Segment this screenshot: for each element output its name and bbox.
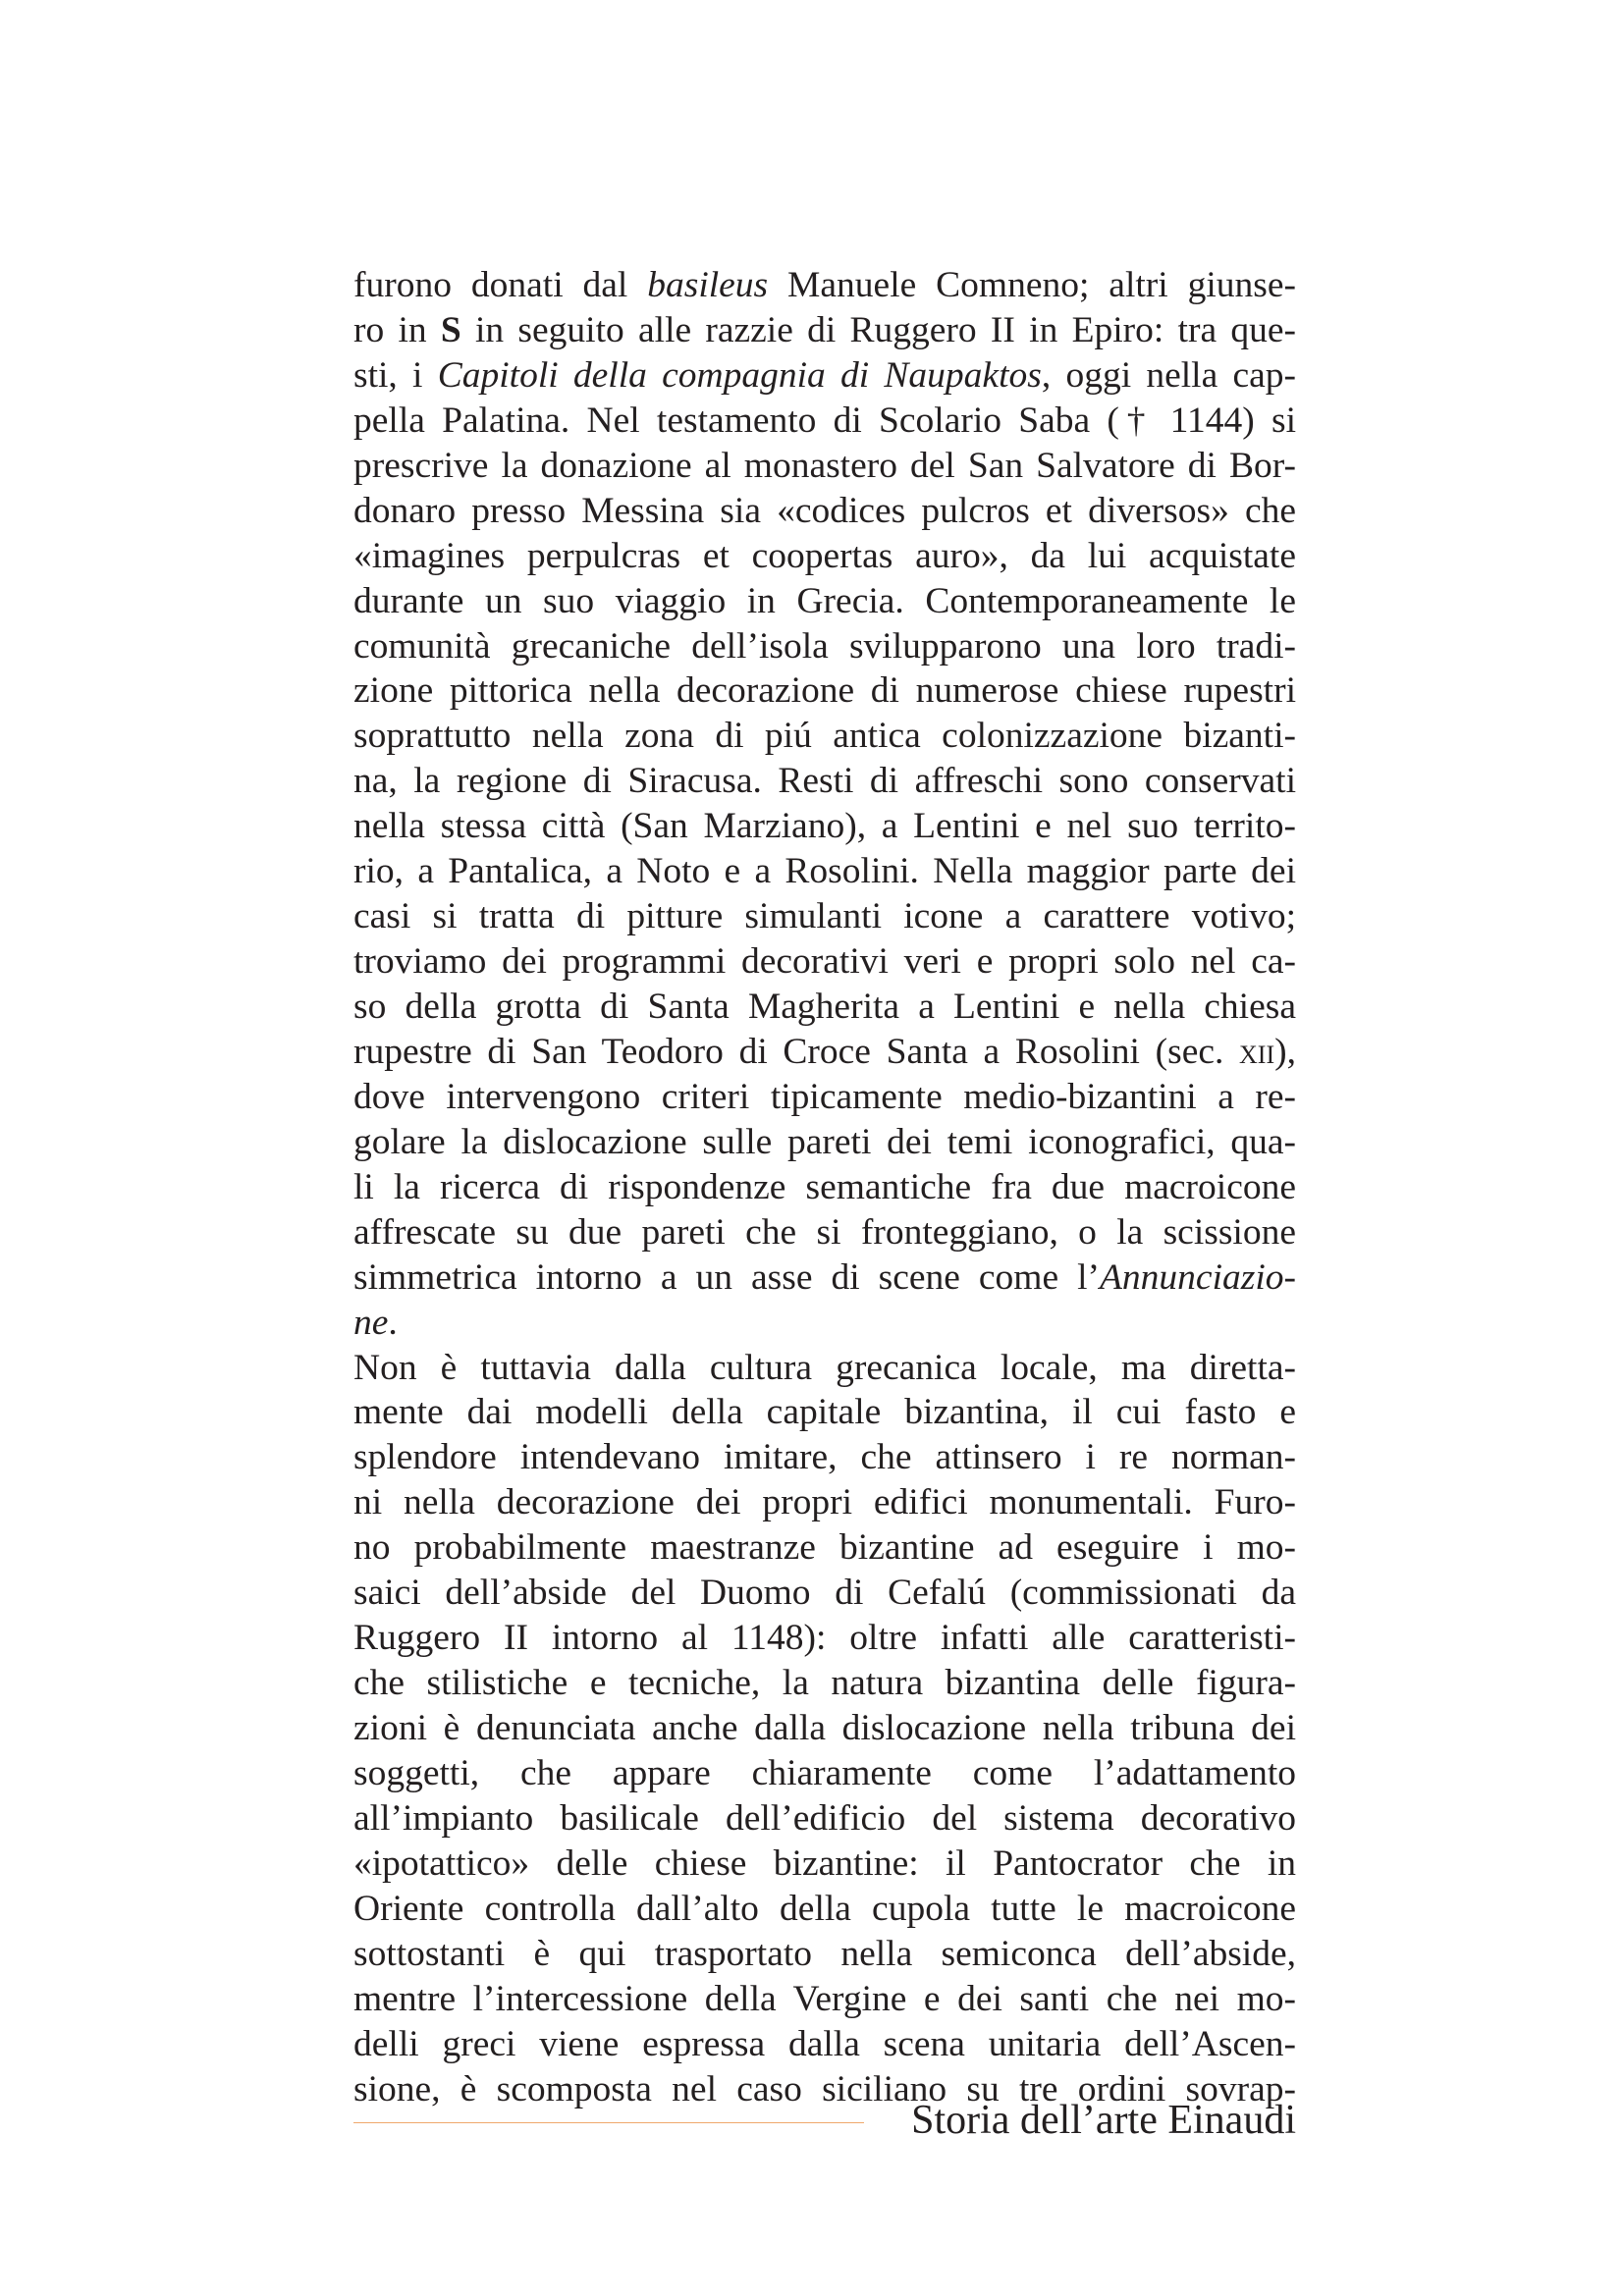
footer-title: Storia dell’arte Einaudi <box>911 2098 1296 2143</box>
text-line <box>353 624 1296 669</box>
text-line <box>353 1751 1296 1796</box>
text-run: sottostanti è qui trasportato nella semiconca dell’abside, <box>353 1933 1296 1974</box>
text-run: xii <box>1239 1031 1275 1072</box>
text-line <box>353 263 1296 308</box>
text-run: all’impianto basilicale dell’edificio del sistema decorativo <box>353 1797 1296 1839</box>
text-line <box>353 804 1296 849</box>
text-run: S <box>440 309 461 350</box>
text-run: golare la dislocazione sulle pareti dei temi iconografici, qua- <box>353 1121 1296 1162</box>
text-line <box>353 714 1296 759</box>
text-run: sione, è scomposta nel caso siciliano su tre ordini sovrap- <box>353 2068 1296 2109</box>
text-run: in seguito alle razzie di Ruggero II in Epiro: tra que- <box>460 309 1296 350</box>
text-run: furono donati dal <box>353 265 648 305</box>
text-line <box>353 1390 1296 1435</box>
text-line <box>353 1480 1296 1525</box>
text-line <box>353 1706 1296 1751</box>
text-run: sti, i <box>353 354 438 396</box>
text-run: , oggi nella cap- <box>1041 354 1296 396</box>
text-run: so della grotta di Santa Magherita a Lentini e nella chiesa <box>353 987 1296 1027</box>
text-line <box>353 353 1296 399</box>
text-run: Non è tuttavia dalla cultura grecanica locale, ma diretta- <box>353 1347 1296 1388</box>
text-run: affrescate su due pareti che si fronteggiano, o la scissione <box>353 1211 1296 1253</box>
text-line <box>353 1435 1296 1480</box>
text-line <box>353 1255 1296 1301</box>
text-line <box>353 849 1296 894</box>
text-line <box>353 308 1296 353</box>
page-footer <box>0 2091 1623 2150</box>
text-line <box>353 1616 1296 1661</box>
text-run: che stilistiche e tecniche, la natura bizantina delle figura- <box>353 1663 1296 1704</box>
text-line <box>353 1120 1296 1165</box>
text-line <box>353 1346 1296 1391</box>
text-line <box>353 1075 1296 1120</box>
text-line <box>353 939 1296 985</box>
text-line <box>353 444 1296 489</box>
text-run: . <box>388 1302 398 1343</box>
text-run: basileus <box>647 265 769 305</box>
text-run: splendore intendevano imitare, che attinsero i re norman- <box>353 1437 1296 1478</box>
text-run: donaro presso Messina sia «codices pulcros et diversos» che <box>353 490 1296 531</box>
text-run: rio, a Pantalica, a Noto e a Rosolini. Nella maggior parte dei <box>353 851 1296 892</box>
text-run: li la ricerca di rispondenze semantiche fra due macroicone <box>353 1166 1296 1207</box>
text-run: Oriente controlla dall’alto della cupola tutte le macroicone <box>353 1888 1296 1929</box>
text-run: saici dell’abside del Duomo di Cefalú (commissionati da <box>353 1573 1296 1614</box>
text-line <box>353 1796 1296 1842</box>
text-line <box>353 1842 1296 1887</box>
text-line <box>353 1210 1296 1255</box>
text-run: ni nella decorazione dei propri edifici monumentali. Furo- <box>353 1482 1296 1523</box>
text-run: delli greci viene espressa dalla scena unitaria dell’Ascen- <box>353 2023 1296 2064</box>
text-run: soggetti, che appare chiaramente come l’adattamento <box>353 1752 1296 1793</box>
text-run: Capitoli della compagnia di Naupaktos <box>437 354 1042 396</box>
text-run: prescrive la donazione al monastero del San Salvatore di Bor- <box>353 445 1296 486</box>
text-run: casi si tratta di pitture simulanti icone a carattere votivo; <box>353 896 1296 937</box>
text-run: durante un suo viaggio in Grecia. Contemporaneamente le <box>353 580 1296 621</box>
text-line <box>353 894 1296 939</box>
text-line <box>353 1571 1296 1616</box>
text-run: rupestre di San Teodoro di Croce Santa a Rosolini (sec. <box>353 1031 1240 1072</box>
text-run: «ipotattico» delle chiese bizantine: il Pantocrator che in <box>353 1842 1296 1884</box>
text-line <box>353 985 1296 1030</box>
text-run: dove intervengono criteri tipicamente medio-bizantini a re- <box>353 1076 1296 1117</box>
footer-rule <box>353 2122 864 2123</box>
text-line <box>353 1887 1296 1932</box>
text-line <box>353 399 1296 444</box>
text-run: mente dai modelli della capitale bizantina, il cui fasto e <box>353 1392 1296 1433</box>
text-run: troviamo dei programmi decorativi veri e propri solo nel ca- <box>353 941 1296 983</box>
text-line <box>353 579 1296 624</box>
text-run: no probabilmente maestranze bizantine ad eseguire i mo- <box>353 1527 1296 1569</box>
text-run: soprattutto nella zona di piú antica colonizzazione bizanti- <box>353 716 1296 757</box>
text-line <box>353 1301 1296 1346</box>
text-run: Annunciazio- <box>1100 1256 1296 1298</box>
text-line <box>353 2022 1296 2067</box>
text-line <box>353 1932 1296 1977</box>
text-line <box>353 1165 1296 1210</box>
text-run: Manuele Comneno; altri giunse- <box>768 265 1296 305</box>
text-run: nella stessa città (San Marziano), a Lentini e nel suo territo- <box>353 806 1296 847</box>
text-run: ro in <box>353 309 441 350</box>
text-run: Ruggero II intorno al 1148): oltre infatti alle caratteristi- <box>353 1618 1296 1659</box>
text-line <box>353 534 1296 579</box>
text-line <box>353 489 1296 534</box>
text-line <box>353 1661 1296 1706</box>
text-run: simmetrica intorno a un asse di scene come l’ <box>353 1256 1101 1298</box>
text-line <box>353 759 1296 804</box>
text-line <box>353 1977 1296 2022</box>
text-run: pella Palatina. Nel testamento di Scolario Saba († 1144) si <box>353 400 1296 441</box>
text-run: «imagines perpulcras et coopertas auro», da lui acquistate <box>353 535 1296 576</box>
text-run: ), <box>1274 1031 1296 1072</box>
text-line <box>353 668 1296 714</box>
text-run: mentre l’intercessione della Vergine e dei santi che nei mo- <box>353 1978 1296 2019</box>
text-run: zione pittorica nella decorazione di numerose chiese rupestri <box>353 670 1296 712</box>
text-run: zioni è denunciata anche dalla dislocazione nella tribuna dei <box>353 1708 1296 1748</box>
text-run: comunità grecaniche dell’isola svilupparono una loro tradi- <box>353 625 1296 667</box>
text-line <box>353 1030 1296 1075</box>
text-line <box>353 1525 1296 1571</box>
text-run: na, la regione di Siracusa. Resti di affreschi sono conservati <box>353 761 1296 802</box>
body-text <box>353 263 1296 2111</box>
text-run: ne <box>353 1302 389 1343</box>
